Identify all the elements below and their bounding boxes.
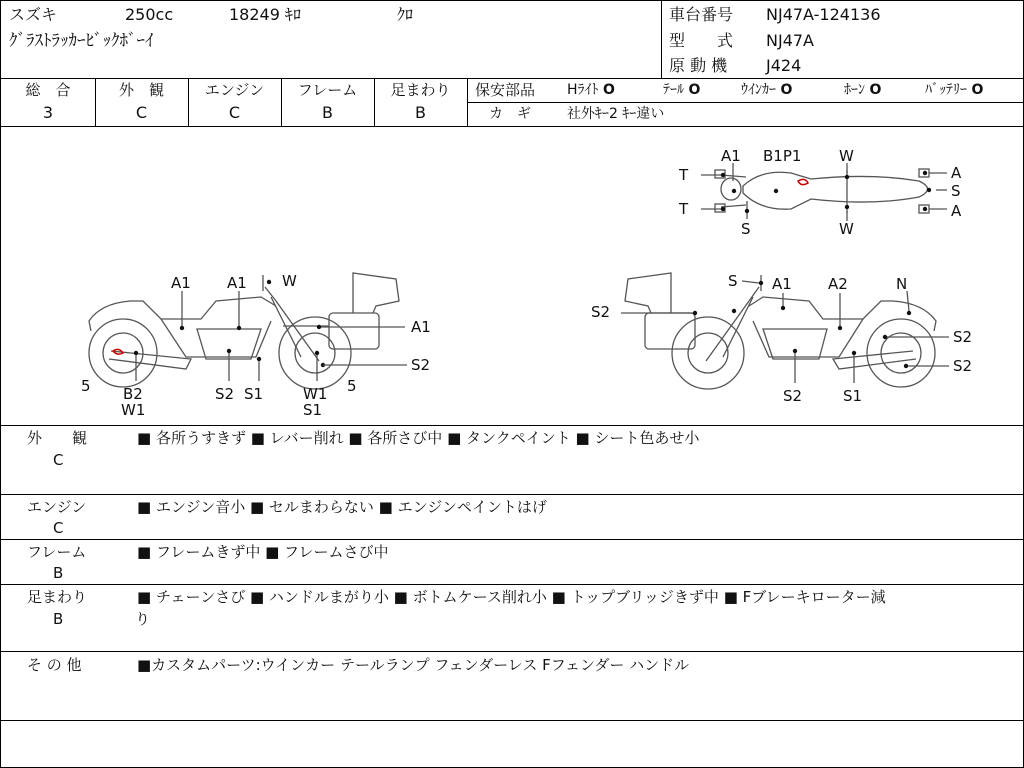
lbl-right-s2b: S2 bbox=[953, 328, 973, 346]
lbl-left-s2b: S2 bbox=[215, 385, 235, 403]
lbl-left-w1a: W1 bbox=[121, 401, 146, 419]
damage-diagram bbox=[1, 127, 1023, 425]
safety-battery bbox=[925, 82, 983, 99]
rule bbox=[1, 425, 1023, 426]
lbl-left-a1c: A1 bbox=[411, 318, 431, 336]
frame-no: NJ47A-124136 bbox=[766, 5, 881, 24]
lbl-right-a1: A1 bbox=[772, 275, 792, 293]
safety-horn bbox=[844, 82, 881, 99]
key-label: カ ギ bbox=[489, 106, 531, 122]
safety-tail bbox=[663, 82, 700, 99]
lbl-top-s: S bbox=[741, 220, 751, 238]
lbl-top-s-right: S bbox=[951, 182, 961, 200]
grade-suspension: B bbox=[415, 103, 426, 122]
lbl-top-t2: T bbox=[679, 200, 689, 218]
grade-overall-label: 総 合 bbox=[25, 81, 71, 99]
lbl-right-s2a: S2 bbox=[591, 303, 611, 321]
lbl-left-w1b: W1 bbox=[303, 385, 328, 403]
model-type: NJ47A bbox=[766, 31, 814, 50]
mileage: 18249 ｷﾛ bbox=[229, 5, 301, 24]
safety-headlight bbox=[567, 82, 615, 99]
safety-battery-label: ﾊﾞｯﾃﾘｰ bbox=[925, 82, 967, 98]
grade-engine: C bbox=[228, 103, 241, 122]
lbl-left-a1a: A1 bbox=[171, 274, 191, 292]
rule bbox=[1, 720, 1023, 721]
lbl-left-a1b: A1 bbox=[227, 274, 247, 292]
key-value: 社外ｷｰ2 ｷｰ違い bbox=[567, 106, 665, 122]
rule bbox=[1, 584, 1023, 585]
grade-engine-label: エンジン bbox=[204, 81, 265, 99]
section-engine-grade: C bbox=[53, 519, 64, 537]
lbl-right-s1: S1 bbox=[843, 387, 863, 405]
section-other-text: ■カスタムパーツ:ウインカー テールランプ フェンダーレス Fフェンダー ハンドル bbox=[137, 656, 690, 674]
safety-headlight-status: O bbox=[602, 82, 615, 98]
section-engine-text: ■ エンジン音小 ■ セルまわらない ■ エンジンペイントはげ bbox=[137, 498, 547, 516]
safety-label: 保安部品 bbox=[475, 81, 536, 99]
engine-model: J424 bbox=[766, 56, 802, 75]
displacement: 250cc bbox=[125, 5, 174, 24]
model-type-label: 型 式 bbox=[669, 31, 734, 50]
lbl-right-s2d: S2 bbox=[783, 387, 803, 405]
section-engine-title: エンジン bbox=[27, 498, 87, 516]
header-divider bbox=[661, 1, 662, 78]
lbl-top-w2: W bbox=[839, 220, 854, 238]
grade-frame-label: フレーム bbox=[297, 81, 358, 99]
lbl-top-a1: A1 bbox=[721, 147, 741, 165]
engine-model-label: 原 動 機 bbox=[669, 56, 728, 75]
section-suspension-text-cont: り bbox=[135, 610, 151, 628]
safety-tail-label: ﾃｰﾙ bbox=[663, 82, 684, 98]
safety-battery-status: O bbox=[971, 82, 984, 98]
grade-exterior: C bbox=[135, 103, 148, 122]
grade-exterior-label: 外 観 bbox=[118, 81, 164, 99]
section-frame-grade: B bbox=[53, 564, 64, 582]
section-suspension-text: ■ チェーンさび ■ ハンドルまがり小 ■ ボトムケース削れ小 ■ トップブリッジきず中 ■ Fブレーキローター減 bbox=[137, 588, 886, 606]
lbl-top-a-top: A bbox=[951, 164, 962, 182]
section-suspension-grade: B bbox=[53, 610, 64, 628]
section-exterior-title: 外 観 bbox=[27, 429, 88, 447]
section-exterior-text: ■ 各所うすきず ■ レバー削れ ■ 各所さび中 ■ タンクペイント ■ シート色あせ小 bbox=[137, 429, 700, 447]
color: ｸﾛ bbox=[397, 5, 414, 24]
left-side-view bbox=[81, 272, 431, 419]
rule bbox=[467, 102, 1023, 103]
model-name: ｸﾞﾗｽﾄﾗｯｶｰﾋﾞｯｸﾎﾞｰｲ bbox=[9, 31, 154, 51]
lbl-left-s1b: S1 bbox=[303, 401, 323, 419]
lbl-top-a-bottom: A bbox=[951, 202, 962, 220]
frame-no-label: 車台番号 bbox=[669, 5, 734, 24]
section-other-title: そ の 他 bbox=[27, 656, 82, 674]
lbl-right-a2: A2 bbox=[828, 275, 848, 293]
lbl-right-s2c: S2 bbox=[953, 357, 973, 375]
safety-winker-label: ｳｲﾝｶｰ bbox=[741, 82, 776, 98]
lbl-left-b2: B2 bbox=[123, 385, 143, 403]
section-suspension-title: 足まわり bbox=[27, 588, 88, 606]
lbl-left-w: W bbox=[282, 272, 297, 290]
lbl-top-w: W bbox=[839, 147, 854, 165]
section-exterior-grade: C bbox=[53, 451, 64, 469]
grade-frame: B bbox=[322, 103, 333, 122]
lbl-left-s2a: S2 bbox=[411, 356, 431, 374]
safety-horn-label: ﾎｰﾝ bbox=[844, 82, 865, 98]
rule bbox=[1, 494, 1023, 495]
safety-tail-status: O bbox=[688, 82, 701, 98]
grade-overall: 3 bbox=[42, 103, 54, 122]
grade-suspension-label: 足まわり bbox=[390, 81, 451, 99]
lbl-right-s: S bbox=[728, 272, 738, 290]
rule bbox=[1, 539, 1023, 540]
lbl-top-t1: T bbox=[679, 166, 689, 184]
section-frame-text: ■ フレームきず中 ■ フレームさび中 bbox=[137, 543, 389, 561]
section-frame-title: フレーム bbox=[27, 543, 87, 561]
right-side-view bbox=[591, 272, 972, 405]
safety-winker-status: O bbox=[780, 82, 793, 98]
maker: スズキ bbox=[9, 5, 58, 24]
rule bbox=[1, 651, 1023, 652]
lbl-right-n: N bbox=[896, 275, 908, 293]
safety-winker bbox=[741, 82, 792, 99]
top-view bbox=[678, 147, 962, 238]
lbl-top-b1p1: B1P1 bbox=[763, 147, 802, 165]
lbl-left-5a: 5 bbox=[81, 377, 91, 395]
lbl-left-s1a: S1 bbox=[244, 385, 264, 403]
safety-headlight-label: Hﾗｲﾄ bbox=[567, 82, 599, 98]
rule bbox=[1, 78, 1023, 79]
lbl-left-5b: 5 bbox=[347, 377, 357, 395]
safety-horn-status: O bbox=[869, 82, 882, 98]
